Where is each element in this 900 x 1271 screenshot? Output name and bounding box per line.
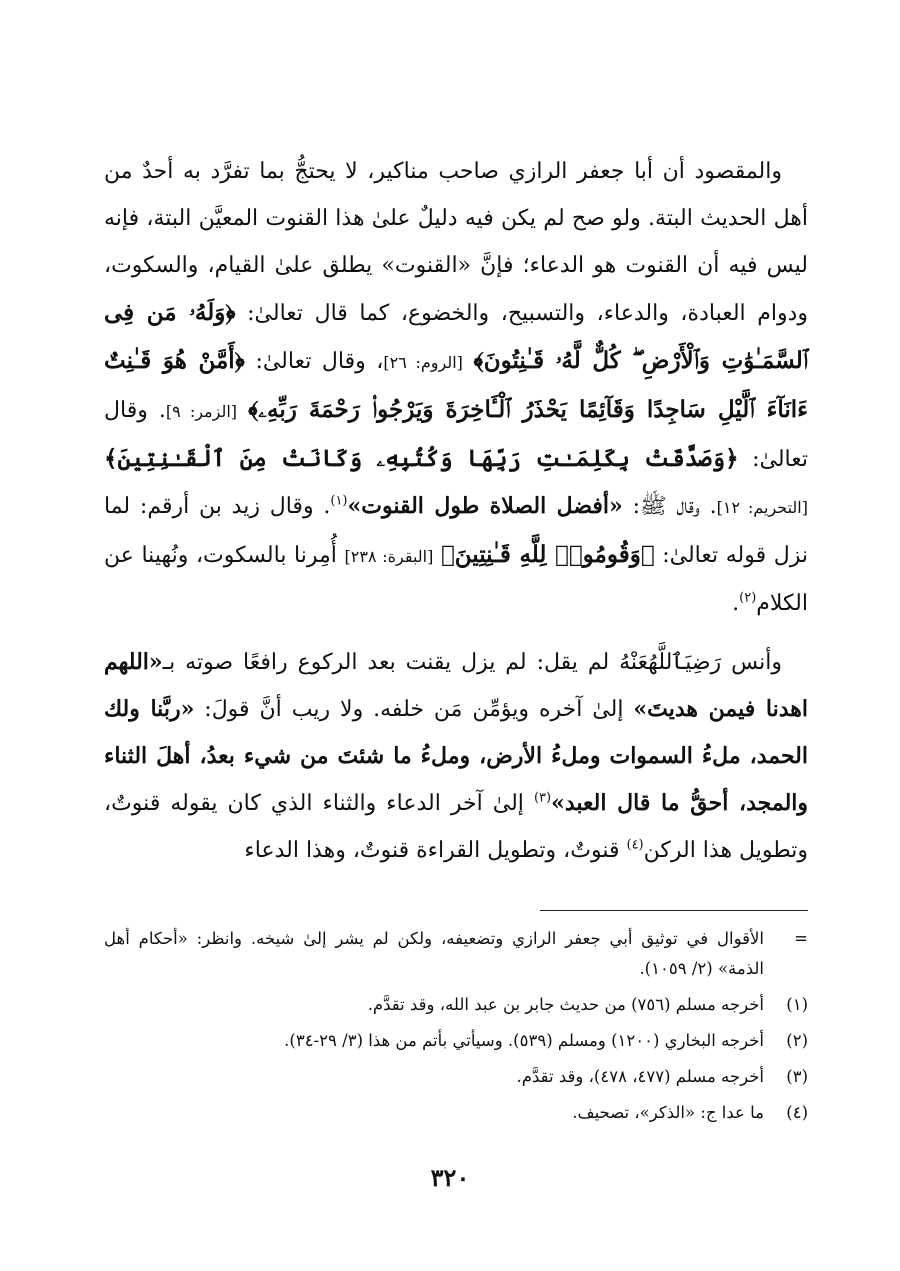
verse-reference: [التحريم: ١٢] <box>716 498 808 517</box>
dua-quote: «ربَّنا ولك الحمد، ملءُ السموات وملءُ الأرض، وملءُ ما شئتَ من شيء بعدُ، أهلَ الثناء والمجد، أحقُّ ما قال العبد» <box>104 696 809 816</box>
quran-verse: ﴿وَصَدَّقَتْ بِكَلِمَـٰتِ رَبِّهَا وَكُتُبِهِۦ وَكَانَتْ مِنَ ٱلْقَـٰنِتِينَ﴾ <box>104 445 739 472</box>
text-run: أُمِرنا بالسكوت، ونُهينا عن الكلام <box>104 543 808 616</box>
hadith-quote: «أفضل الصلاة طول القنوت» <box>347 493 623 519</box>
text-run: إلىٰ آخره ويؤمِّن مَن خلفه. ولا ريب أنَّ قولَ: <box>204 697 624 722</box>
footnotes <box>104 924 808 1128</box>
footnote-ref-2[interactable]: (٢) <box>739 590 757 606</box>
quran-verse: ﴿أَمَّنْ هُوَ قَـٰنِتٌ ءَانَآءَ ٱلَّيْلِ سَاجِدًا وَقَآئِمًا يَحْذَرُ ٱلْـَٔاخِرَةَ وَيَرْجُوا۟ رَحْمَةَ رَبِّهِۦ﴾ <box>104 347 808 423</box>
page-number: ٣٢٠ <box>430 1163 470 1192</box>
paragraph-2 <box>104 639 808 874</box>
footnote-text: ما عدا ج: «الذكر»، تصحيف. <box>572 1103 764 1122</box>
quran-verse: ﴿وَقُومُوا۟ لِلَّهِ قَـٰنِتِينَ﴾ <box>440 541 655 568</box>
verse-reference: [الزمر: ٩] <box>165 402 238 421</box>
footnote-continuation <box>104 924 808 984</box>
text-run: ، وقال تعالىٰ: <box>255 349 384 374</box>
text-run: قنوتٌ، وتطويل القراءة قنوتٌ، وهذا الدعاء <box>244 838 620 863</box>
footnote-marker: (١) <box>786 995 808 1014</box>
footnote-3 <box>104 1062 808 1092</box>
text-run: . وقال زيد بن أرقم: لما نزل قوله تعالىٰ: <box>104 494 808 568</box>
footnote-marker: (٤) <box>786 1103 808 1122</box>
text-run: . وقال تعالىٰ: <box>104 398 808 472</box>
footnote-separator <box>540 910 808 911</box>
text-run: . <box>732 591 740 616</box>
footnote-2 <box>104 1026 808 1056</box>
quran-verse: ﴿وَلَهُۥ مَن فِى ٱلسَّمَـٰوَٰتِ وَٱلْأَرْضِ ۖ كُلٌّ لَّهُۥ قَـٰنِتُونَ﴾ <box>104 299 808 374</box>
text-run: وأنس رَضِيَٱللَّهُعَنْهُ لم يقل: لم يزل يقنت بعد الركوع رافعًا صوته بـ <box>162 650 782 675</box>
text-run: والمقصود أن أبا جعفر الرازي صاحب مناكير، لا يحتجُّ بما تفرَّد به أحدٌ من أهل الحديث البتة. ولو صح لم يكن فيه دليلٌ علىٰ هذا القنوت المعيَّن البتة، فإنه ليس فيه أن القنوت هو الدعاء؛ فإنَّ «القنوت» يطلق علىٰ القيام، والسكوت، ودوام العبادة، والدعاء، والتسبيح، والخضوع، كما قال تعالىٰ: <box>104 159 808 326</box>
footnote-text: أخرجه مسلم (٧٥٦) من حديث جابر بن عبد الله، وقد تقدَّم. <box>367 995 764 1014</box>
dua-quote: «اللهم اهدنا فيمن هديتَ» <box>104 649 808 722</box>
text-run: . وقال ﷺ: <box>632 494 717 519</box>
footnote-text: أخرجه البخاري (١٢٠٠) ومسلم (٥٣٩). وسيأتي بأتم من هذا (٣/ ٢٩-٣٤). <box>284 1031 764 1050</box>
main-text <box>104 148 808 874</box>
footnote-text: الأقوال في توثيق أبي جعفر الرازي وتضعيفه، ولكن لم يشر إلىٰ شيخه. وانظر: «أحكام أهل الذمة» (٢/ ١٠٥٩). <box>104 929 764 978</box>
paragraph-1 <box>104 148 808 627</box>
text-run: إلىٰ آخر الدعاء والثناء الذي كان يقوله قنوتٌ، وتطويل هذا الركن <box>104 791 808 863</box>
footnote-4 <box>104 1098 808 1128</box>
verse-reference: [الروم: ٢٦] <box>383 353 463 372</box>
footnote-marker: (٢) <box>786 1031 808 1050</box>
footnote-1 <box>104 990 808 1020</box>
footnote-ref-1[interactable]: (١) <box>330 493 348 509</box>
footnote-ref-3[interactable]: (٣) <box>533 790 552 806</box>
footnote-marker: (٣) <box>786 1067 808 1086</box>
continuation-marker: = <box>794 929 808 948</box>
verse-reference: [البقرة: ٢٣٨] <box>344 547 434 566</box>
footnote-text: أخرجه مسلم (٤٧٧، ٤٧٨)، وقد تقدَّم. <box>516 1067 764 1086</box>
footnote-ref-4[interactable]: (٤) <box>626 837 644 853</box>
